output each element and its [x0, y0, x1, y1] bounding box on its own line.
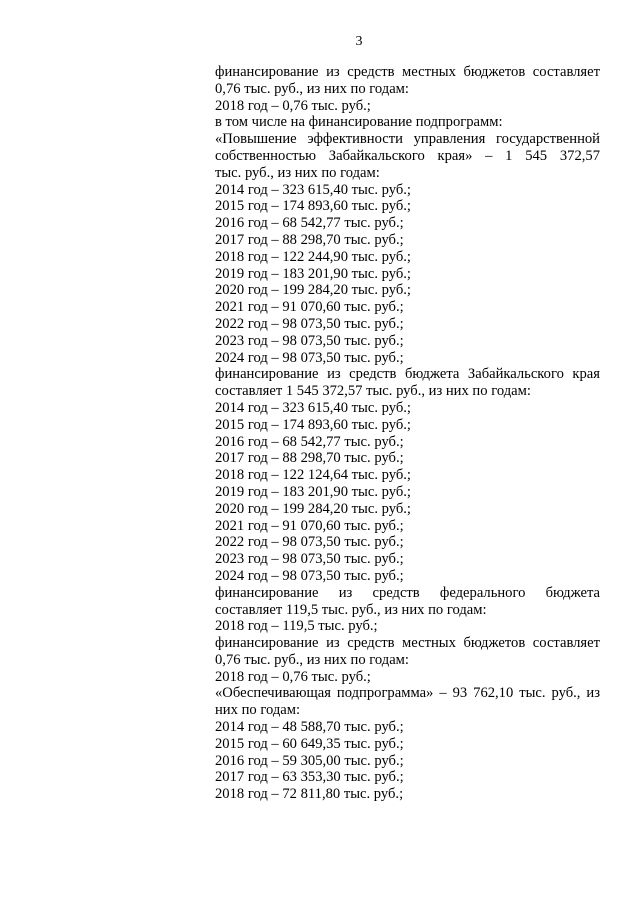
text-line: финансирование из средств бюджета Забайкальского края [215, 366, 600, 383]
text-line: финансирование из средств федерального бюджета [215, 584, 600, 601]
text-line: составляет 119,5 тыс. руб., из них по годам: [215, 601, 487, 618]
document-text-block [215, 64, 600, 803]
text-line: 2019 год – 183 201,90 тыс. руб.; [215, 483, 411, 500]
text-line: 2021 год – 91 070,60 тыс. руб.; [215, 517, 404, 534]
text-line: тыс. руб., из них по годам: [215, 164, 380, 181]
text-line: 2018 год – 72 811,80 тыс. руб.; [215, 786, 404, 803]
text-line: 2018 год – 122 244,90 тыс. руб.; [215, 248, 411, 265]
text-line: 2022 год – 98 073,50 тыс. руб.; [215, 534, 404, 551]
text-line: 2016 год – 68 542,77 тыс. руб.; [215, 215, 404, 232]
page-number: 3 [355, 34, 363, 49]
text-line: 0,76 тыс. руб., из них по годам: [215, 651, 409, 668]
text-line: 2020 год – 199 284,20 тыс. руб.; [215, 500, 411, 517]
text-line: 2014 год – 48 588,70 тыс. руб.; [215, 719, 404, 736]
text-line: 2016 год – 68 542,77 тыс. руб.; [215, 433, 404, 450]
text-line: 2022 год – 98 073,50 тыс. руб.; [215, 315, 404, 332]
text-line: 2017 год – 88 298,70 тыс. руб.; [215, 231, 404, 248]
text-line: составляет 1 545 372,57 тыс. руб., из них по годам: [215, 383, 531, 400]
text-line: 2021 год – 91 070,60 тыс. руб.; [215, 299, 404, 316]
text-line: 2018 год – 0,76 тыс. руб.; [215, 97, 371, 114]
text-line: финансирование из средств местных бюджетов составляет [215, 64, 600, 80]
text-line: 2014 год – 323 615,40 тыс. руб.; [215, 399, 411, 416]
text-line: 2017 год – 88 298,70 тыс. руб.; [215, 450, 404, 467]
text-line: 2024 год – 98 073,50 тыс. руб.; [215, 567, 404, 584]
text-line: 2019 год – 183 201,90 тыс. руб.; [215, 265, 411, 282]
text-line: 2017 год – 63 353,30 тыс. руб.; [215, 769, 404, 786]
text-line: 2014 год – 323 615,40 тыс. руб.; [215, 181, 411, 198]
text-line: 2015 год – 174 893,60 тыс. руб.; [215, 198, 411, 215]
text-line: 0,76 тыс. руб., из них по годам: [215, 80, 409, 97]
text-line: 2018 год – 119,5 тыс. руб.; [215, 618, 378, 635]
text-line: 2023 год – 98 073,50 тыс. руб.; [215, 551, 404, 568]
text-line: 2015 год – 174 893,60 тыс. руб.; [215, 416, 411, 433]
text-line: «Обеспечивающая подпрограмма» – 93 762,10 тыс. руб., из [215, 685, 600, 702]
text-line: 2016 год – 59 305,00 тыс. руб.; [215, 752, 404, 769]
text-line: в том числе на финансирование подпрограмм: [215, 114, 503, 131]
text-line: финансирование из средств местных бюджетов составляет [215, 635, 600, 652]
text-line: 2020 год – 199 284,20 тыс. руб.; [215, 282, 411, 299]
text-line: 2018 год – 0,76 тыс. руб.; [215, 668, 371, 685]
text-line: 2015 год – 60 649,35 тыс. руб.; [215, 735, 404, 752]
text-line: собственностью Забайкальского края» – 1 545 372,57 [215, 147, 600, 164]
text-line: них по годам: [215, 702, 301, 719]
text-line: 2024 год – 98 073,50 тыс. руб.; [215, 349, 404, 366]
text-line: 2023 год – 98 073,50 тыс. руб.; [215, 332, 404, 349]
text-line: «Повышение эффективности управления государственной [215, 131, 600, 148]
text-line: 2018 год – 122 124,64 тыс. руб.; [215, 467, 411, 484]
